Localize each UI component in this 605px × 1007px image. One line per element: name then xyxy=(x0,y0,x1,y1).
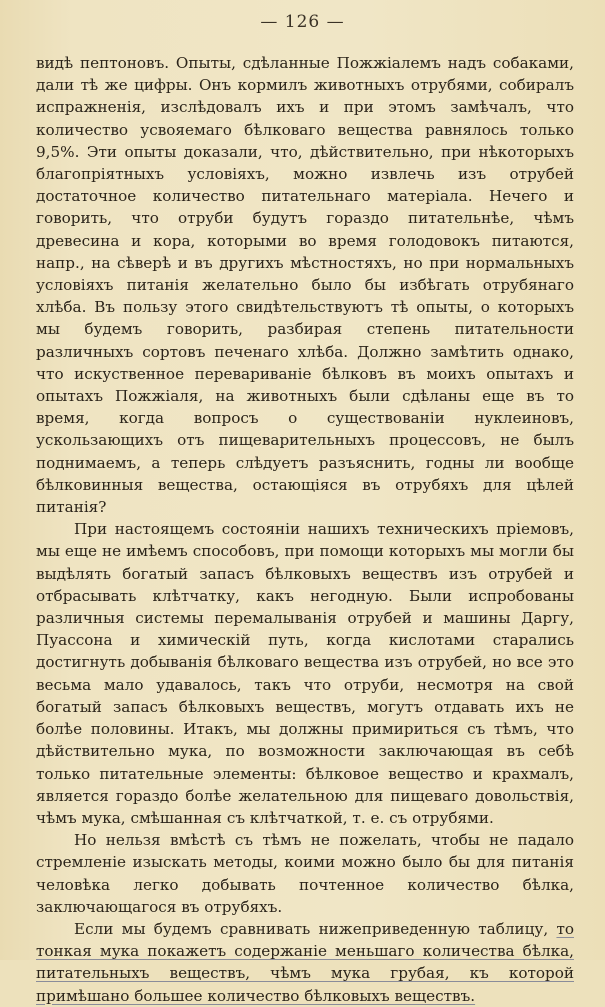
paragraph-3: Но нельзя вмѣстѣ съ тѣмъ не пожелать, чтобы не падало стремленіе изыскать методы, коими можно было бы для питанія человѣка легко добывать почтенное количество бѣлка, заключающагося въ отрубяхъ. xyxy=(36,831,574,916)
body-text xyxy=(36,52,574,1007)
page-number: — 126 — xyxy=(260,12,345,32)
paragraph-4-lead: Если мы будемъ сравнивать нижеприведенную таблицу, xyxy=(74,919,557,938)
paragraph-4-underlined: то тонкая мука покажетъ содержаніе меньшаго количества бѣлка, питательныхъ веществъ, чѣмъ мука грубая, къ которой примѣшано большее количество бѣлковыхъ веществъ. xyxy=(36,919,574,1005)
paragraph-4 xyxy=(36,918,574,1007)
paragraph-1: видѣ пептоновъ. Опыты, сдѣланные Пожжіалемъ надъ собаками, дали тѣ же цифры. Онъ кормилъ животныхъ отрубями, собиралъ испражненія, изслѣдовалъ ихъ и при этомъ замѣчалъ, что количество усвояемаго бѣлковаго вещества равнялось только 9,5%. Эти опыты доказали, что, дѣйствительно, при нѣкоторыхъ благопріятныхъ условіяхъ, можно извлечь изъ отрубей достаточное количество питательнаго матеріала. Нечего и говорить, что отруби будутъ гораздо питательнѣе, чѣмъ древесина и кора, которыми во время голодовокъ питаются, напр., на сѣверѣ и въ другихъ мѣстностяхъ, но при нормальныхъ условіяхъ питанія желательно было бы избѣгать отрубянаго хлѣба. Въ пользу этого свидѣтельствуютъ тѣ опыты, о которыхъ мы будемъ говорить, разбирая степень питательности различныхъ сортовъ печенаго хлѣба. Должно замѣтить однако, что искуственное перевариваніе бѣлковъ въ моихъ опытахъ и опытахъ Пожжіаля, на животныхъ были сдѣланы еще въ то время, когда вопросъ о существованіи нуклеиновъ, ускользающихъ отъ пищеварительныхъ процессовъ, не былъ поднимаемъ, а теперь слѣдуетъ разъяснить, годны ли вообще бѣлковинныя вещества, остающіяся въ отрубяхъ для цѣлей питанія? xyxy=(36,54,574,517)
paragraph-2: При настоящемъ состояніи нашихъ техническихъ пріемовъ, мы еще не имѣемъ способовъ, при помощи которыхъ мы могли бы выдѣлять богатый запасъ бѣлковыхъ веществъ изъ отрубей и отбрасывать клѣтчатку, какъ негодную. Были испробованы различныя системы перемалыванія отрубей и машины Даргу, Пуассона и химическій путь, когда кислотами старались достигнуть добыванія бѣлковаго вещества изъ отрубей, но все это весьма мало удавалось, такъ что отруби, несмотря на свой богатый запасъ бѣлковыхъ веществъ, могутъ отдавать ихъ не болѣе половины. Итакъ, мы должны примириться съ тѣмъ, что дѣйствительно мука, по возможности заключающая въ себѣ только питательные элементы: бѣлковое вещество и крахмалъ, является гораздо болѣе желательною для пищеваго довольствія, чѣмъ мука, смѣшанная съ клѣтчаткой, т. е. съ отрубями. xyxy=(36,520,574,827)
